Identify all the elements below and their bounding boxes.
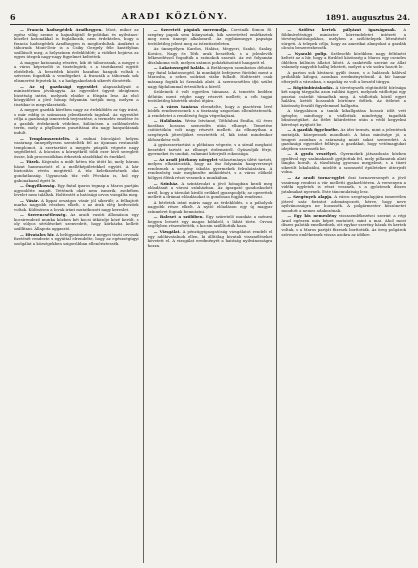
article-text: A földmívelésügyi miniszter körrendeletet intézett a törvényhatóságokhoz, melyben a szőlőtelepek létesítését sürgeti. A telepek célja, hogy az amerikai alanyokat a gazdák olcsón beszerezhessék. bbox=[281, 28, 407, 51]
page-header bbox=[10, 6, 410, 25]
article-paragraph bbox=[14, 233, 139, 247]
article-paragraph bbox=[14, 184, 139, 198]
article-text: A lippai országos vásár jól sikerült; a felhajtott marha nagyobb részben elkelt, s az árak elég kedvezőek voltak. Különösen a lovak iránt mutatkozott nagy kereslet. bbox=[14, 197, 139, 212]
article-text: Gyermekek játszadozás közben gyufával egy szalmakazalt gyújtottak fel, mely pillanatok alatt lángba borult. A tűzoltóság gyorsan megjelent, s a tüzet sikerült lokalizálni, mielőtt a szomszéd épületekre átterjedt volna. bbox=[281, 151, 407, 175]
article-heading: — Rögtönbiráskodás. bbox=[287, 84, 334, 90]
article-paragraph bbox=[14, 137, 139, 160]
article-text: választmánya ülést tartott, melyen elhatározták, hogy az ősz folyamán hangversenyt rendeznek a szegény iskolás gyermekek felruházására. A rendezőség már megkezdte működését, s a város előkelő hölgyei élénk részt vesznek a munkában. bbox=[147, 156, 273, 180]
article-heading: — Szegények alapja. bbox=[287, 194, 333, 200]
article-heading: — Halálozás. bbox=[153, 118, 183, 124]
article-text: elrendelte, hogy a piactéren levő bódék rendezessenek s a tisztaság szigorúan ellenőriztessék. A rendeletet a rendőrség fogja végrehajtani. bbox=[147, 103, 273, 118]
article-paragraph bbox=[14, 160, 139, 183]
article-text: Az idei termés, mint a jelentések mutatják, közepesnek mondható. A búza minősége jó, a tengeri azonban a szárazság miatt sokat szenvedett. A gazdasági egyesület felhívja a gazdákat, hogy vetőmagjukat idejében szerezzék be. bbox=[281, 127, 407, 151]
article-text: Az aradi vasúti állomáson egy kocsirendező munka közben két kocsi ütközője közé került, s oly súlyos sérüléseket szenvedett, hogy kórházba kellett szállítani. Állapota aggasztó. bbox=[14, 212, 139, 231]
article-text: A Bethlenyen szombaton délután egy fiatal lakatossegéd, ki munkáját befejezve fürödni ment a Marosba, a sebes sodrású vízbe fulladt. Holttestét csak másnap fogták ki Szemlak alatt. A szerencsétlen ifjú szülei nagy fájdalommal értesültek a hírről. bbox=[147, 65, 273, 89]
article-paragraph bbox=[281, 152, 406, 175]
article-heading: — Szeretett pápánk meremolja. bbox=[153, 28, 228, 32]
article-paragraph bbox=[281, 214, 406, 237]
newspaper-title: ARADI KÖZLÖNY. bbox=[121, 12, 229, 22]
article-text: A parton sok kíváncsi gyűlt össze, s a halászok hálóval próbálták kifogni, azonban eredménytelenül. A hír hamar elterjedt a városban, s napokig ez volt a beszéd tárgya. bbox=[281, 69, 407, 85]
article-paragraph bbox=[281, 109, 406, 127]
article-heading: — Szerencsétlenség. bbox=[20, 212, 67, 218]
article-text: Szüleinek ő volt egyetlen támasza. A temetés kedden délután ment végbe nagy részvét mellett; a céh tagjai testületileg kísérték utolsó útjára. bbox=[147, 89, 273, 104]
article-heading: — A gazdák figyelmébe. bbox=[287, 127, 340, 133]
article-heading: — Lakatossegéd halála. bbox=[153, 65, 206, 71]
article-text: A megyei gazdák körében nagy az érdeklődés az ügy iránt, s már eddig is számosan jelentkeztek tagokul. Az egyesület célja a gazdasági ismeretek terjesztése, a termelés emelése és a gazdák érdekeinek védelme, különösen a szőlőművelés terén, mely a phylloxera pusztításai óta nagy hanyatlásnak indult. bbox=[14, 107, 139, 136]
article-paragraph bbox=[148, 215, 273, 229]
article-paragraph bbox=[14, 108, 139, 135]
article-paragraph bbox=[281, 52, 406, 70]
article-paragraph bbox=[148, 158, 273, 181]
article-heading: — Francia hadsegédek Aradhegyen. bbox=[20, 28, 103, 32]
article-heading: — Tüzek. bbox=[20, 159, 40, 165]
article-paragraph bbox=[281, 71, 406, 85]
article-text: A belügyminiszter a megyei tiszti orvosok fizetését rendezte s egyúttal elrendelte, hogy az egészségügyi szolgálat a községekben szigorúbban ellenőriztessék. bbox=[14, 231, 139, 246]
article-heading: — Az aradi torna-egylet bbox=[287, 174, 345, 180]
article-paragraph bbox=[14, 85, 139, 108]
article-text: A radnai búcsújáró helyen vasárnap ünnepélyesen szentelték fel az újonnan restaurált templomot. A szertartást a megyés püspök végezte nagy segédlettel. A búcsúra a környékről több ezer hívő sereglett össze, kik processiókban érkeztek zászlókkal és énekkel. bbox=[14, 135, 139, 159]
article-heading: — Vásár. bbox=[20, 197, 39, 203]
article-text: Egy szüretelő munkás a ménesi hegyen leesett egy magas kőfalról, s lábát törte. Orvosi segélyben részesítették, s kocsin szállították haza. bbox=[147, 214, 273, 229]
article-paragraph bbox=[281, 86, 406, 109]
article-paragraph bbox=[148, 90, 273, 104]
article-paragraph bbox=[148, 119, 273, 142]
article-heading: — Vizsgálat. bbox=[153, 228, 181, 234]
article-paragraph bbox=[148, 66, 273, 89]
article-text: Kisjenőn a múlt héten tűz ütött ki, mely három házat hamvasztott el a melléképületekkel együtt. A kár biztosítás révén megtérül. A tűz keletkezésének oka gondatlanság. Ugyancsak tűz volt Pécskán is, hol egy gabonakazal égett le. bbox=[14, 159, 139, 183]
article-paragraph bbox=[148, 182, 273, 200]
issue-date: 1891. augusztus 24. bbox=[325, 13, 410, 22]
article-text: A bérletek iránt máris nagy az érdeklődés, s a páholyok nagyobb része elkelt. A nyitó előadáson egy új magyar színművet fognak bemutatni. bbox=[147, 199, 273, 214]
page-number: 6 bbox=[10, 12, 16, 22]
article-columns bbox=[10, 28, 410, 563]
article-text: visszaemlékezései szerint a régi Arad egészen más képet mutatott, mint a mai. Ahol most díszes paloták emelkednek, ott egykor szerény házak és kertek voltak, s a Maros partját füzesek borították. Az öreg polgárok szívesen emlékeznek vissza azokra az időkre. bbox=[281, 213, 407, 237]
article-text: A gyászszertartást a plébános végezte, s a sírnál megható beszédet tartott az elhunyt érdemeiről. Gyászolják férje, gyermekei és unokái, valamint kiterjedt rokonsága. bbox=[147, 142, 273, 157]
column-3 bbox=[276, 28, 410, 563]
column-2 bbox=[143, 28, 277, 563]
article-paragraph bbox=[148, 105, 273, 119]
article-paragraph bbox=[148, 28, 273, 46]
article-text: A színtársulat a jövő hónapban kezdi meg előadásait a városi színházban. Az igazgató gondoskodott arról, hogy a társulat kiváló erőkkel gyarapodjék; az operettek mellett a drámai előadásokat is gondosan fogják rendezni. bbox=[147, 180, 273, 200]
article-text: őszi tornaversenyét a jövő vasárnap rendezi a vár melletti gyakorlótéren. A versenyen a vidéki egyletek is részt vesznek, s a győztesek díszes jutalmakat nyernek. Este táncmulatság lesz. bbox=[281, 174, 407, 194]
article-paragraph bbox=[148, 143, 273, 157]
article-heading: — Hivatalos hir. bbox=[20, 231, 55, 237]
article-text: alapszabályait a minisztérium jóváhagyta. Az egyesület ügyeit ideiglenes bizottság intézi, melynek elnöke a főispán lesz. Az első közgyűlést a jövő hónap folyamán tartják meg, melyen a tisztikar is megválasztatik. bbox=[14, 83, 139, 107]
article-paragraph bbox=[281, 128, 406, 151]
article-paragraph bbox=[281, 195, 406, 213]
article-heading: — Szőlész kertek pályázat igazságosak. bbox=[287, 28, 397, 32]
article-text: A pénzügyigazgatóság vizsgálatot rendelt el egy adóhivatalnok ellen, ki állítólag hivatali visszaéléseket követett el. A vizsgálat eredményét a hatóság nyilvánosságra hozza. bbox=[147, 228, 273, 248]
article-paragraph bbox=[14, 28, 139, 60]
article-paragraph bbox=[148, 201, 273, 215]
article-heading: — Az uj gazdasági egyesület bbox=[20, 83, 98, 89]
article-heading: — Baleset a szőlőben. bbox=[153, 214, 204, 220]
article-heading: — Szinház. bbox=[153, 180, 179, 186]
article-paragraph bbox=[14, 213, 139, 231]
article-text: Most, mikor az egész világ szeme a hajnaltájitól fe-politikai és nyilvános-közélet katonákkal is foglalkozik, nem érdektelen, hogy a francia hadsegédek Aradhegyen is megfordultak. Amiként a tábornok Mont-Deir is a Csiky Gergely féle kastélyban szállásolt meg, a helyszínen érdeklődött; a vidéket bejárva az egyes ütegek nagy-nagy figyelmet keltettek. bbox=[14, 28, 139, 60]
article-text: Az ünnepélyen Kardos, Halász, Megyeri, Szabó, Szalay, Kovács, Nagy és Tóth urak beszéltek, s a jelenlevők lelkesedéssel fogadták a szónokok szavait. Az est folyamán díszlakoma volt, melyen számos pohárköszöntő hangzott el. bbox=[147, 46, 273, 65]
article-text: Szélesebb körökben nagy feltűnést keltett az a hír, hogy a fürdőző közönség a Maros egy csendes öblében különös állatot látott. A szakértők szerint az állat valamely nagyobb halfaj lehetett, melyet a víz sodra hozott le. bbox=[281, 50, 407, 70]
article-text: Weisz Istvánné, Tóthfalusi Emília, 62 éves korában hosszas szenvedés után elhunyt. Temetése csütörtökön volt nagy részvét mellett. Az elhunytban a szegények jótevőjüket vesztették el, kik iránt mindenkor áldozatkész volt. bbox=[147, 118, 273, 142]
article-heading: — Öngyilkosság. bbox=[20, 183, 56, 189]
article-paragraph bbox=[14, 61, 139, 84]
article-heading: — Templomszentelés. bbox=[20, 135, 71, 141]
column-1 bbox=[10, 28, 143, 563]
article-text: A város szegényalapjára ismeretlen jótevő száz forintot adományozott, kérve, hogy neve nyilvánosságra ne hozassék. A polgármester köszönetet mondott a nemes adakozónak. bbox=[281, 194, 407, 213]
article-paragraph bbox=[148, 47, 273, 65]
article-paragraph bbox=[148, 230, 273, 248]
article-heading: — Az aradi jótékony nőegylet bbox=[153, 156, 218, 162]
article-heading: — Nyaraló polip. bbox=[287, 50, 328, 56]
article-text: Egy fiatal iparos tegnap a Maros partján agyonlőtte magát. Tettének okát nem ismerik, zsebében levelet nem találtak. Holttestét a hatósági orvos vizsgálta meg. bbox=[14, 183, 139, 198]
article-heading: — A gyufa veszélyei. bbox=[287, 151, 338, 157]
article-text: A tárgyaláson a tanúk kihallgatása hosszú időt vett igénybe, minthogy a vádlottak mindvégig tagadták bűnösségüket. Az ítélet kihirdetése után a védő kegyelmi kérvényt nyújtott be. bbox=[281, 108, 407, 127]
article-text: Corvinák Simon fő. szegény papok sem hiányoztak, kik szeretettel emlékeztek meg ezen ünnepi alkalomról. Az egyházmegye papsága testületileg jelent meg az istentiszteleten. bbox=[147, 28, 273, 46]
article-heading: — A város tanácsa bbox=[153, 103, 198, 109]
article-paragraph bbox=[281, 176, 406, 194]
article-paragraph bbox=[281, 28, 406, 51]
article-text: A törvényszék rögtönítélő bírósága két napig tárgyalta azon rablási ügyet, melynek vádlottjai egy pusztai csárdát támadtak meg. A vádlottak közül egyet halálra, kettőt hosszabb börtönre ítéltek. Az ítéletet a közönség feszült figyelemmel hallgatta. bbox=[281, 84, 407, 108]
article-paragraph bbox=[14, 199, 139, 213]
article-heading: — Egy kis nemeslény bbox=[287, 213, 337, 219]
article-text: A magyar katonaság részére, kik itt táboroznak, a megye s a város képviselői is tisztelegtek, s a tisztikarral együtt ebédeltek. A beszédek között hazafias hangok voltak s szívesen fogadták a vendégeket. A franciák a tábornak sok elismerést fejeztek ki, s a hadgyakorlatok sikerét dicsérték. bbox=[14, 59, 139, 84]
